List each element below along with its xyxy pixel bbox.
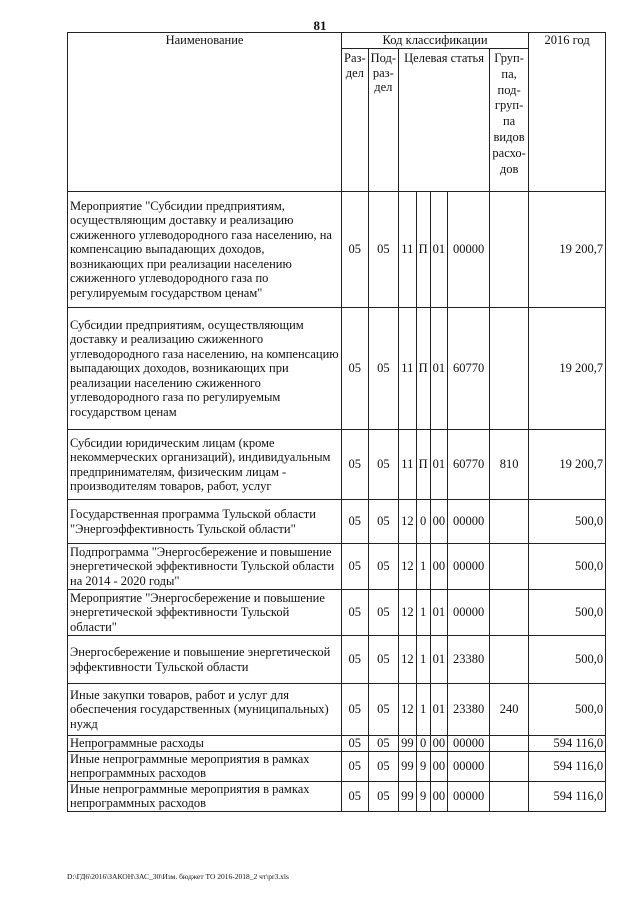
subprogram-code-cell: 0	[416, 500, 430, 544]
program-code-cell: 12	[399, 544, 417, 590]
program-code-cell: 99	[399, 736, 417, 752]
program-code-cell: 12	[399, 590, 417, 636]
subprogram-code-cell: П	[416, 192, 430, 308]
podrazdel-cell: 05	[368, 590, 398, 636]
program-code-cell: 11	[399, 192, 417, 308]
event-code-cell: 00	[430, 544, 448, 590]
table-row	[68, 192, 606, 308]
table-row	[68, 781, 606, 811]
razdel-cell: 05	[342, 308, 369, 430]
direction-code-cell: 23380	[448, 636, 490, 684]
header-podrazdel: Под- раз- дел	[368, 49, 398, 192]
razdel-cell: 05	[342, 500, 369, 544]
row-name: Подпрограмма "Энергосбережение и повышение энергетической эффективности Тульской области на 2014 - 2020 годы"	[68, 544, 342, 590]
header-razdel: Раз- дел	[342, 49, 369, 192]
table-row	[68, 308, 606, 430]
amount-cell: 500,0	[529, 636, 606, 684]
direction-code-cell: 00000	[448, 192, 490, 308]
razdel-cell: 05	[342, 544, 369, 590]
podrazdel-cell: 05	[368, 751, 398, 781]
subprogram-code-cell: П	[416, 430, 430, 500]
program-code-cell: 11	[399, 430, 417, 500]
amount-cell: 594 116,0	[529, 736, 606, 752]
subprogram-code-cell: 9	[416, 781, 430, 811]
table-row	[68, 590, 606, 636]
row-name: Субсидии предприятиям, осуществляющим доставку и реализацию сжиженного углеводородного газа населению, на компенсацию выпадающих доходов, возникающих при реализации населению сжиженного углеводородного газа по регулируемым государством ценам	[68, 308, 342, 430]
podrazdel-cell: 05	[368, 430, 398, 500]
header-code: Код классификации	[342, 33, 529, 49]
amount-cell: 500,0	[529, 684, 606, 736]
event-code-cell: 01	[430, 684, 448, 736]
row-name: Мероприятие "Субсидии предприятиям, осуществляющим доставку и реализацию сжиженного углеводородного газа населению, на компенсацию выпадающих доходов, возникающих при реализации населению сжиженного углеводородного газа по регулируемым государством ценам"	[68, 192, 342, 308]
direction-code-cell: 00000	[448, 751, 490, 781]
direction-code-cell: 00000	[448, 736, 490, 752]
podrazdel-cell: 05	[368, 684, 398, 736]
expense-type-cell	[490, 781, 529, 811]
amount-cell: 500,0	[529, 590, 606, 636]
direction-code-cell: 00000	[448, 781, 490, 811]
row-name: Государственная программа Тульской области "Энергоэффективность Тульской области"	[68, 500, 342, 544]
direction-code-cell: 00000	[448, 590, 490, 636]
event-code-cell: 00	[430, 751, 448, 781]
expense-type-cell: 810	[490, 430, 529, 500]
row-name: Иные непрограммные мероприятия в рамках непрограммных расходов	[68, 781, 342, 811]
podrazdel-cell: 05	[368, 544, 398, 590]
podrazdel-cell: 05	[368, 308, 398, 430]
expense-type-cell: 240	[490, 684, 529, 736]
program-code-cell: 12	[399, 684, 417, 736]
row-name: Иные закупки товаров, работ и услуг для обеспечения государственных (муниципальных) нужд	[68, 684, 342, 736]
amount-cell: 594 116,0	[529, 781, 606, 811]
event-code-cell: 01	[430, 430, 448, 500]
row-name: Энергосбережение и повышение энергетической эффективности Тульской области	[68, 636, 342, 684]
podrazdel-cell: 05	[368, 636, 398, 684]
razdel-cell: 05	[342, 430, 369, 500]
amount-cell: 500,0	[529, 544, 606, 590]
event-code-cell: 01	[430, 636, 448, 684]
budget-table	[67, 32, 606, 812]
event-code-cell: 00	[430, 500, 448, 544]
event-code-cell: 00	[430, 736, 448, 752]
table-row	[68, 544, 606, 590]
razdel-cell: 05	[342, 684, 369, 736]
amount-cell: 500,0	[529, 500, 606, 544]
direction-code-cell: 00000	[448, 544, 490, 590]
header-year: 2016 год	[529, 33, 606, 192]
razdel-cell: 05	[342, 192, 369, 308]
expense-type-cell	[490, 736, 529, 752]
direction-code-cell: 23380	[448, 684, 490, 736]
expense-type-cell	[490, 192, 529, 308]
razdel-cell: 05	[342, 751, 369, 781]
header-name: Наименование	[68, 33, 342, 192]
podrazdel-cell: 05	[368, 192, 398, 308]
subprogram-code-cell: 9	[416, 751, 430, 781]
table-row	[68, 684, 606, 736]
expense-type-cell	[490, 751, 529, 781]
podrazdel-cell: 05	[368, 736, 398, 752]
razdel-cell: 05	[342, 781, 369, 811]
amount-cell: 19 200,7	[529, 430, 606, 500]
row-name: Непрограммные расходы	[68, 736, 342, 752]
direction-code-cell: 60770	[448, 308, 490, 430]
expense-type-cell	[490, 544, 529, 590]
amount-cell: 19 200,7	[529, 308, 606, 430]
razdel-cell: 05	[342, 736, 369, 752]
row-name: Иные непрограммные мероприятия в рамках непрограммных расходов	[68, 751, 342, 781]
table-row	[68, 751, 606, 781]
file-path-footer: D:\ГД6\2016\ЗАКОН\ЗАС_30\Изм. бюджет ТО 2016-2018_2 чт\pr3.xls	[67, 872, 289, 881]
program-code-cell: 99	[399, 781, 417, 811]
page-number: 81	[313, 18, 327, 33]
amount-cell: 594 116,0	[529, 751, 606, 781]
event-code-cell: 01	[430, 308, 448, 430]
subprogram-code-cell: 1	[416, 684, 430, 736]
event-code-cell: 01	[430, 590, 448, 636]
direction-code-cell: 00000	[448, 500, 490, 544]
podrazdel-cell: 05	[368, 781, 398, 811]
expense-type-cell	[490, 636, 529, 684]
amount-cell: 19 200,7	[529, 192, 606, 308]
program-code-cell: 12	[399, 500, 417, 544]
podrazdel-cell: 05	[368, 500, 398, 544]
subprogram-code-cell: 1	[416, 590, 430, 636]
header-tselevaya-statya: Целевая статья	[399, 49, 490, 192]
direction-code-cell: 60770	[448, 430, 490, 500]
event-code-cell: 01	[430, 192, 448, 308]
expense-type-cell	[490, 590, 529, 636]
header-vid-rashodov: Груп- па, под- груп- па видов расхо- дов	[490, 49, 529, 192]
event-code-cell: 00	[430, 781, 448, 811]
subprogram-code-cell: 1	[416, 544, 430, 590]
expense-type-cell	[490, 500, 529, 544]
row-name: Субсидии юридическим лицам (кроме некоммерческих организаций), индивидуальным предпринимателям, физическим лицам - производителям товаров, работ, услуг	[68, 430, 342, 500]
razdel-cell: 05	[342, 636, 369, 684]
table-row	[68, 500, 606, 544]
razdel-cell: 05	[342, 590, 369, 636]
row-name: Мероприятие "Энергосбережение и повышение энергетической эффективности Тульской области"	[68, 590, 342, 636]
table-row	[68, 636, 606, 684]
subprogram-code-cell: 1	[416, 636, 430, 684]
expense-type-cell	[490, 308, 529, 430]
program-code-cell: 11	[399, 308, 417, 430]
subprogram-code-cell: П	[416, 308, 430, 430]
program-code-cell: 99	[399, 751, 417, 781]
table-row	[68, 736, 606, 752]
table-row	[68, 430, 606, 500]
subprogram-code-cell: 0	[416, 736, 430, 752]
program-code-cell: 12	[399, 636, 417, 684]
